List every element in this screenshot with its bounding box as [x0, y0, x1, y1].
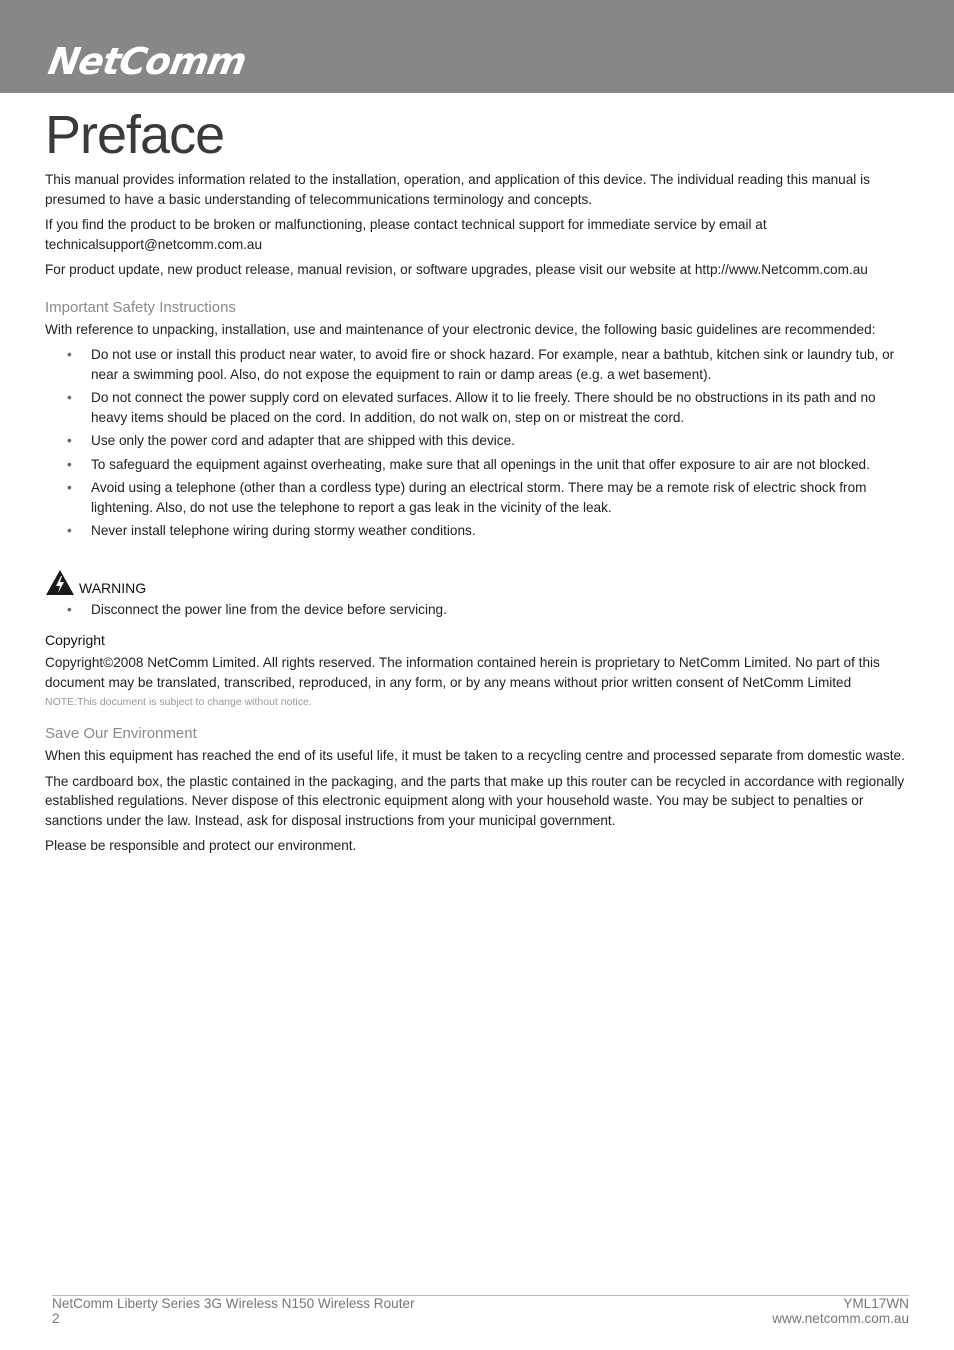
- environment-paragraph: When this equipment has reached the end of its useful life, it must be taken to a recycling centre and processed separate from domestic waste.: [45, 748, 905, 763]
- page-footer: [52, 1295, 909, 1326]
- list-item: • Do not use or install this product near water, to avoid fire or shock hazard. For example, near a bathtub, kitchen sink or laundry tub, or near a swimming pool. Also, do not expose the equipment to rain or damp areas (e.g. a wet basement).: [67, 347, 895, 382]
- bullet-icon: •: [67, 523, 72, 538]
- warning-label: WARNING: [79, 579, 147, 596]
- safety-heading: Important Safety Instructions: [45, 298, 236, 316]
- copyright-note: NOTE:This document is subject to change without notice.: [45, 696, 312, 708]
- safety-intro: With reference to unpacking, installation, use and maintenance of your electronic device, the following basic guidelines are recommended:: [45, 321, 876, 337]
- warning-list: [45, 600, 911, 620]
- bullet-icon: •: [67, 347, 72, 362]
- warning-header: [45, 569, 911, 596]
- copyright-heading: Copyright: [45, 632, 105, 648]
- bullet-icon: •: [67, 390, 72, 405]
- bullet-icon: •: [67, 601, 72, 617]
- list-item: • Never install telephone wiring during stormy weather conditions.: [45, 521, 911, 541]
- netcomm-logo: NetComm: [45, 40, 250, 83]
- list-item: • Disconnect the power line from the device before servicing.: [45, 600, 911, 620]
- environment-paragraph: The cardboard box, the plastic contained in the packaging, and the parts that make up this router can be recycled in accordance with regionally established regulations. Never dispose of this electronic equipment along with your household waste. You may be subject to penalties or sanctions under the law. Instead, ask for disposal instructions from your municipal government.: [45, 773, 905, 828]
- intro-paragraph: For product update, new product release, manual revision, or software upgrades, please visit our website at http://www.Netcomm.com.au: [45, 262, 868, 277]
- intro-paragraph: This manual provides information related to the installation, operation, and application of this device. The individual reading this manual is presumed to have a basic understanding of telecommunications terminology and concepts.: [45, 172, 870, 207]
- list-item: • Use only the power cord and adapter that are shipped with this device.: [45, 431, 911, 451]
- footer-page-number: 2: [52, 1311, 60, 1326]
- footer-product-name: NetComm Liberty Series 3G Wireless N150 Wireless Router: [52, 1296, 415, 1311]
- warning-electric-icon: [45, 569, 75, 596]
- list-item: • Do not connect the power supply cord on elevated surfaces. Allow it to lie freely. There should be no obstructions in its path and no heavy items should be placed on the cord. In addition, do not walk on, step on or mistreat the cord.: [67, 390, 876, 425]
- environment-heading: Save Our Environment: [45, 725, 197, 742]
- copyright-text: Copyright©2008 NetComm Limited. All rights reserved. The information contained herein is proprietary to NetComm Limited. No part of this document may be translated, transcribed, reproduced, in any form, or by any means without prior written consent of NetComm Limited: [45, 655, 880, 690]
- header-bar: [0, 0, 954, 93]
- footer-model: YML17WN: [843, 1296, 909, 1311]
- bullet-icon: •: [67, 433, 72, 448]
- bullet-icon: •: [67, 456, 72, 472]
- list-item: • To safeguard the equipment against overheating, make sure that all openings in the unit that offer exposure to air are not blocked.: [45, 455, 911, 475]
- list-item: • Avoid using a telephone (other than a cordless type) during an electrical storm. There may be a remote risk of electric shock from lightening. Also, do not use the telephone to report a gas leak in the vicinity of the leak.: [67, 480, 867, 515]
- intro-paragraph: If you find the product to be broken or malfunctioning, please contact technical support for immediate service by email at technicalsupport@netcomm.com.au: [45, 217, 767, 252]
- bullet-icon: •: [67, 480, 72, 495]
- page-content: [45, 100, 911, 862]
- page-title: Preface: [45, 105, 225, 165]
- environment-paragraph: Please be responsible and protect our environment.: [45, 838, 357, 853]
- safety-list: [45, 345, 911, 541]
- footer-website: www.netcomm.com.au: [772, 1311, 909, 1326]
